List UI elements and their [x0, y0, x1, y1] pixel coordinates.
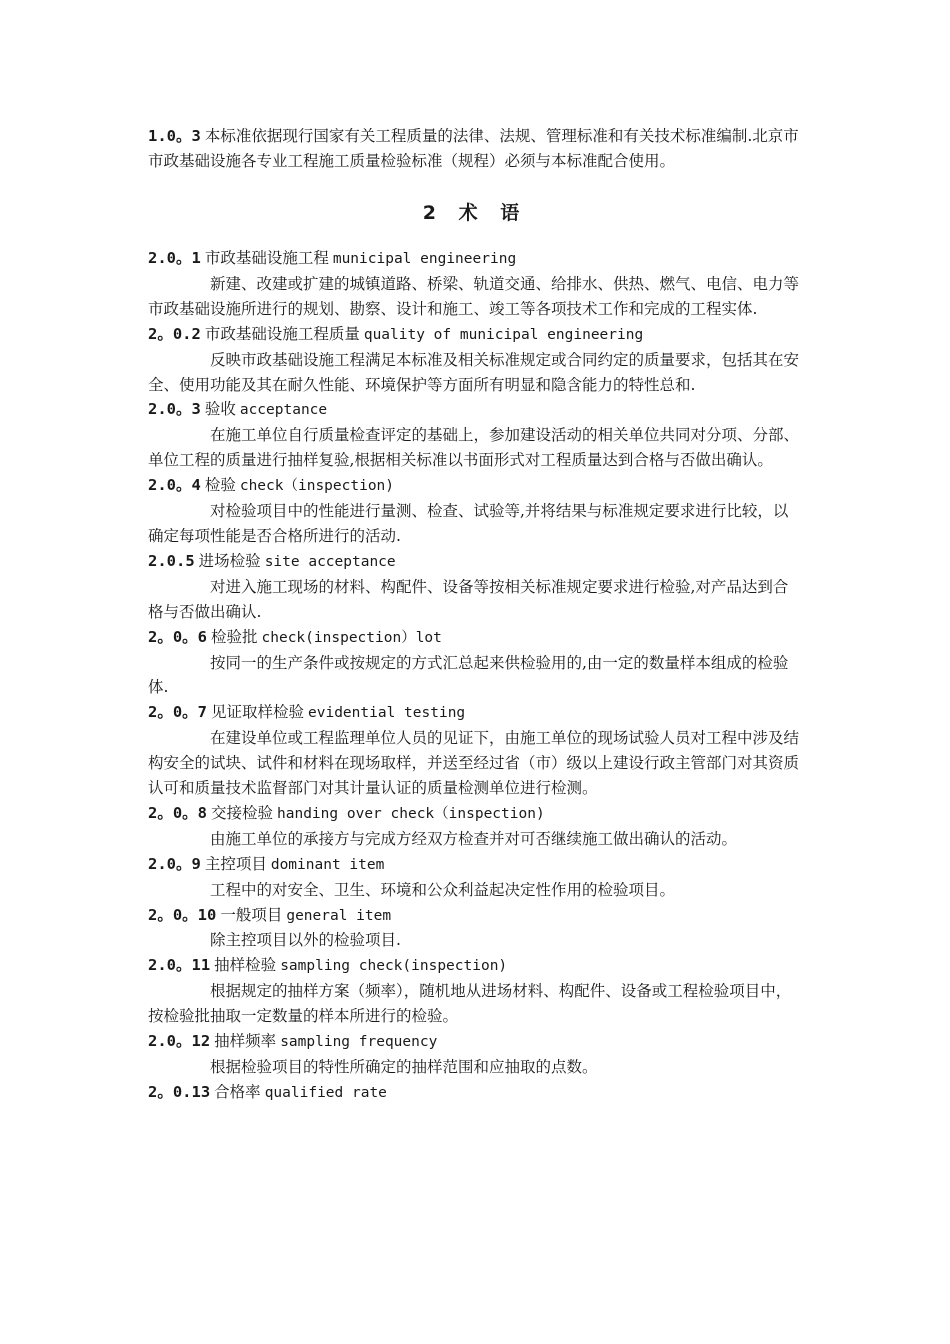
term-chinese: 进场检验 — [198, 551, 261, 570]
term-heading — [148, 852, 800, 878]
term-english: sampling frequency — [280, 1034, 438, 1051]
term-english: dominant item — [270, 856, 385, 873]
term-english: site acceptance — [264, 553, 396, 570]
term-heading — [148, 473, 800, 499]
term-number: 2。0。7 — [148, 703, 207, 722]
term-definition: 在建设单位或工程监理单位人员的见证下，由施工单位的现场试验人员对工程中涉及结构安全的试块、试件和材料在现场取样，并送至经过省（市）级以上建设行政主管部门对其资质认可和质量技术监督部门对其计量认证的质量检测单位进行检测。 — [148, 729, 800, 798]
term-definition: 在施工单位自行质量检查评定的基础上，参加建设活动的相关单位共同对分项、分部、单位工程的质量进行抽样复验,根据相关标准以书面形式对工程质量达到合格与否做出确认。 — [148, 426, 800, 470]
term-definition: 对检验项目中的性能进行量测、检查、试验等,并将结果与标准规定要求进行比较，以确定每项性能是否合格所进行的活动. — [148, 502, 789, 545]
term-heading — [148, 625, 800, 651]
term-number: 2.0。4 — [148, 476, 201, 495]
term-chinese: 见证取样检验 — [211, 703, 305, 722]
clause-number: 1.0。3 — [148, 127, 201, 145]
term-number: 2。0.13 — [148, 1082, 211, 1101]
term-number: 2.0。12 — [148, 1032, 211, 1051]
term-definition: 除主控项目以外的检验项目. — [210, 931, 401, 950]
term-number: 2。0。8 — [148, 803, 207, 822]
term-english: handing over check（inspection) — [277, 805, 545, 822]
term-chinese: 验收 — [204, 400, 236, 419]
term-chinese: 市政基础设施工程质量 — [204, 324, 360, 343]
term-heading — [148, 801, 800, 827]
term-chinese: 检验批 — [211, 627, 258, 646]
term-english: acceptance — [239, 402, 328, 419]
term-english: municipal engineering — [332, 251, 517, 267]
term-number: 2.0。9 — [148, 854, 201, 873]
term-definition: 新建、改建或扩建的城镇道路、桥梁、轨道交通、给排水、供热、燃气、电信、电力等市政基础设施所进行的规划、勘察、设计和施工、竣工等各项技术工作和完成的工程实体. — [148, 274, 800, 318]
term-heading — [148, 397, 800, 423]
term-number: 2.0。1 — [148, 249, 201, 267]
term-chinese: 抽样频率 — [214, 1032, 277, 1051]
clause-1-0-3 — [148, 124, 800, 174]
term-definition: 根据规定的抽样方案（频率），随机地从进场材料、构配件、设备或工程检验项目中，按检验批抽取一定数量的样本所进行的检验。 — [148, 982, 792, 1026]
term-definition: 反映市政基础设施工程满足本标准及相关标准规定或合同约定的质量要求，包括其在安全、使用功能及其在耐久性能、环境保护等方面所有明显和隐含能力的特性总和. — [148, 350, 800, 394]
term-number: 2。0。6 — [148, 627, 207, 646]
term-number: 2。0。10 — [148, 905, 217, 924]
term-definition: 由施工单位的承接方与完成方经双方检查并对可否继续施工做出确认的活动。 — [210, 829, 738, 848]
term-number: 2.0。11 — [148, 956, 211, 975]
term-definition: 根据检验项目的特性所确定的抽样范围和应抽取的点数。 — [210, 1058, 598, 1076]
term-heading — [148, 549, 800, 575]
term-chinese: 检验 — [204, 476, 236, 495]
term-chinese: 抽样检验 — [214, 956, 277, 975]
term-english: evidential testing — [308, 705, 466, 722]
term-definition: 工程中的对安全、卫生、环境和公众利益起决定性作用的检验项目。 — [210, 880, 676, 899]
term-english: check（inspection) — [239, 478, 395, 495]
term-english: quality of municipal engineering — [363, 326, 644, 343]
term-chinese: 一般项目 — [220, 905, 283, 924]
term-chinese: 市政基础设施工程 — [204, 249, 329, 267]
section-heading: 2 术 语 — [422, 202, 528, 224]
term-chinese: 交接检验 — [211, 803, 274, 822]
term-number: 2。0.2 — [148, 324, 201, 343]
term-heading — [148, 953, 800, 979]
term-english: sampling check(inspection) — [280, 958, 508, 975]
term-heading — [148, 1080, 800, 1106]
clause-text: 本标准依据现行国家有关工程质量的法律、法规、管理标准和有关技术标准编制.北京市市政基础设施各专业工程施工质量检验标准（规程）必须与本标准配合使用。 — [148, 127, 799, 170]
term-chinese: 主控项目 — [204, 854, 267, 873]
terms-list — [148, 246, 800, 1106]
term-english: qualified rate — [264, 1084, 387, 1101]
term-definition: 对进入施工现场的材料、构配件、设备等按相关标准规定要求进行检验,对产品达到合格与否做出确认. — [148, 577, 789, 621]
term-english: check(inspection）lot — [261, 629, 442, 646]
term-number: 2.0。3 — [148, 400, 201, 419]
term-heading — [148, 322, 800, 348]
term-heading — [148, 1029, 800, 1055]
term-heading — [148, 903, 800, 929]
term-chinese: 合格率 — [214, 1082, 261, 1101]
term-number: 2.0.5 — [148, 551, 195, 570]
term-english: general item — [286, 907, 392, 924]
term-heading — [148, 246, 800, 272]
term-definition: 按同一的生产条件或按规定的方式汇总起来供检验用的,由一定的数量样本组成的检验体. — [148, 653, 789, 697]
term-heading — [148, 700, 800, 726]
